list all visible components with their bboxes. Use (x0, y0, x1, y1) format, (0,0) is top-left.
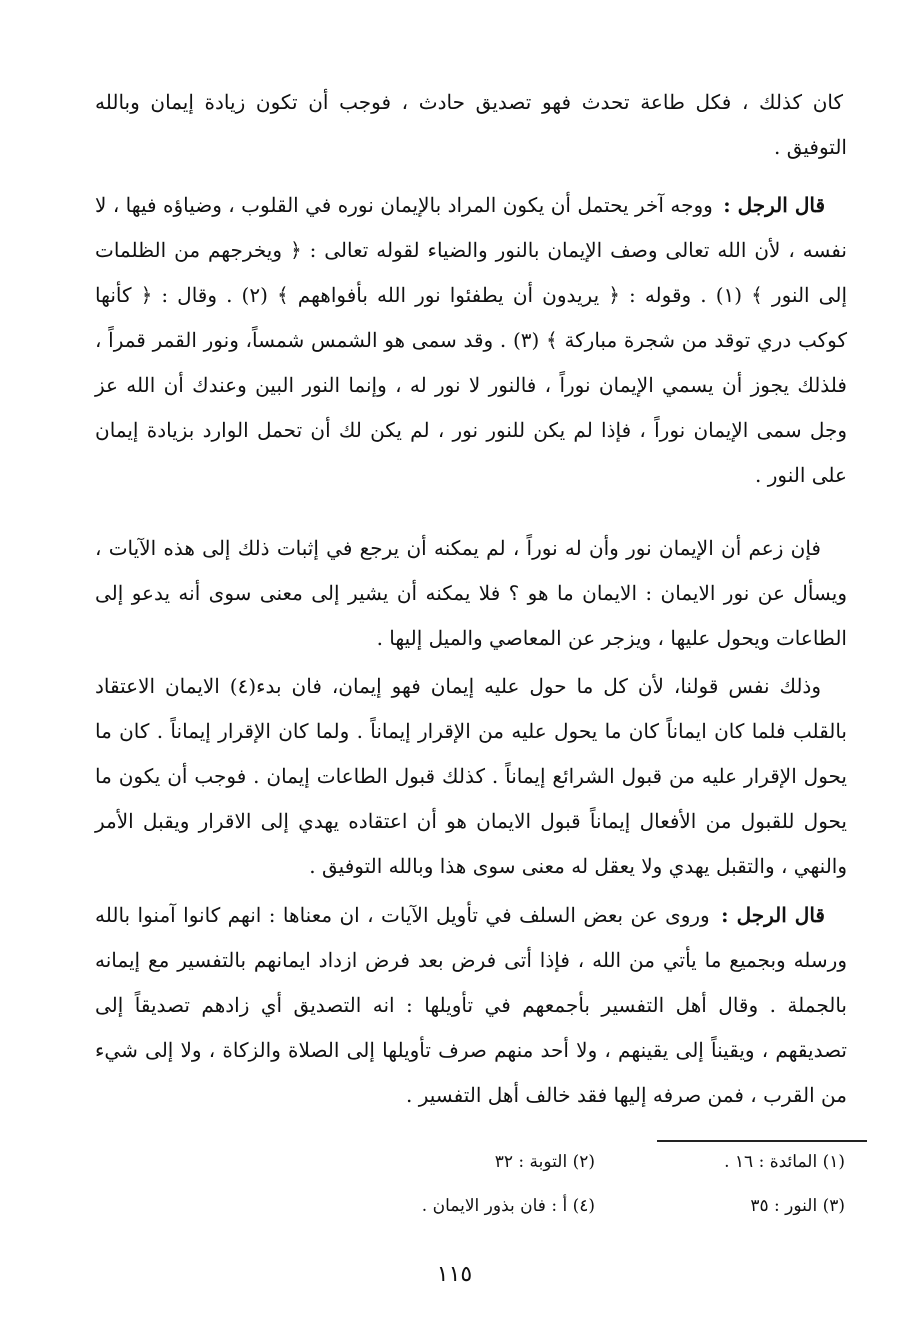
page-number: ١١٥ (436, 1262, 473, 1287)
footnote-4: (٤) أ : فان بذور الايمان . (421, 1196, 595, 1216)
footnote-2: (٢) التوبة : ٣٢ (494, 1152, 595, 1172)
footnote-divider (657, 1140, 867, 1142)
footnote-1: (١) المائدة : ١٦ . (724, 1152, 845, 1172)
paragraph-4 (95, 664, 847, 889)
paragraph-5 (95, 893, 847, 1118)
paragraph-1 (95, 80, 847, 170)
paragraph-text: وذلك نفس قولنا، لأن كل ما حول عليه إيمان فهو إيمان، فان بدء(٤) الايمان الاعتقاد بالقلب فلما كان ايماناً كان ما يحول عليه من الإقرار إيماناً . ولما كان الإقرار إيماناً . كان ما يحول الإقرار عليه من قبول الشرائع إيماناً . كذلك قبول الطاعات إيمان . فوجب أن يكون ما يحول للقبول من الأفعال إيماناً قبول الايمان هو أن اعتقاده يهدي إلى الاقرار ويقبل الأمر والنهي ، والتقبل يهدي ولا يعقل له معنى سوى هذا وبالله التوفيق . (95, 674, 847, 878)
footnote-3: (٣) النور : ٣٥ (750, 1196, 845, 1216)
paragraph-text: فإن زعم أن الإيمان نور وأن له نوراً ، لم يمكنه أن يرجع في إثبات ذلك إلى هذه الآيات ، ويسأل عن نور الايمان : الايمان ما هو ؟ فلا يمكنه أن يشير إلى معنى سوى أنه يدعو إلى الطاعات ويحول عليها ، ويزجر عن المعاصي والميل إليها . (95, 536, 847, 650)
speaker-label: قال الرجل : (723, 193, 826, 217)
footnotes (300, 1152, 845, 1232)
paragraph-text: ووجه آخر يحتمل أن يكون المراد بالإيمان نوره في القلوب ، وضياؤه فيها ، لا نفسه ، لأن الله تعالى وصف الإيمان بالنور والضياء لقوله تعالى : ﴿ ويخرجهم من الظلمات إلى النور ﴾ (١) . وقوله : ﴿ يريدون أن يطفئوا نور الله بأفواههم ﴾ (٢) . وقال : ﴿ كأنها كوكب دري توقد من شجرة مباركة ﴾ (٣) . وقد سمى هو الشمس شمساً، ونور القمر قمراً ، فلذلك يجوز أن يسمي الإيمان نوراً ، فالنور لا نور له ، وإنما النور البين وعندك أن الله عز وجل سمى الإيمان نوراً ، فإذا لم يكن للنور نور ، لم يكن لك أن تحمل الوارد بزيادة إيمان على النور . (95, 193, 848, 487)
paragraph-2 (95, 183, 847, 498)
paragraph-3 (95, 526, 847, 661)
paragraph-text: وروى عن بعض السلف في تأويل الآيات ، ان معناها : انهم كانوا آمنوا بالله ورسله وبجميع ما يأتي من الله ، فإذا أتى فرض بعد فرض ازداد ايمانهم بالتفسير مع إيمانه بالجملة . وقال أهل التفسير بأجمعهم في تأويلها : انه التصديق أي زادهم تصديقاً إلى تصديقهم ، ويقيناً إلى يقينهم ، ولا أحد منهم صرف تأويلها إلى الصلاة والزكاة ، ولا إلى شيء من القرب ، فمن صرفه إليها فقد خالف أهل التفسير . (95, 903, 847, 1107)
speaker-label: قال الرجل : (721, 903, 825, 927)
paragraph-text: كان كذلك ، فكل طاعة تحدث فهو تصديق حادث ، فوجب أن تكون زيادة إيمان وبالله التوفيق . (95, 90, 847, 159)
